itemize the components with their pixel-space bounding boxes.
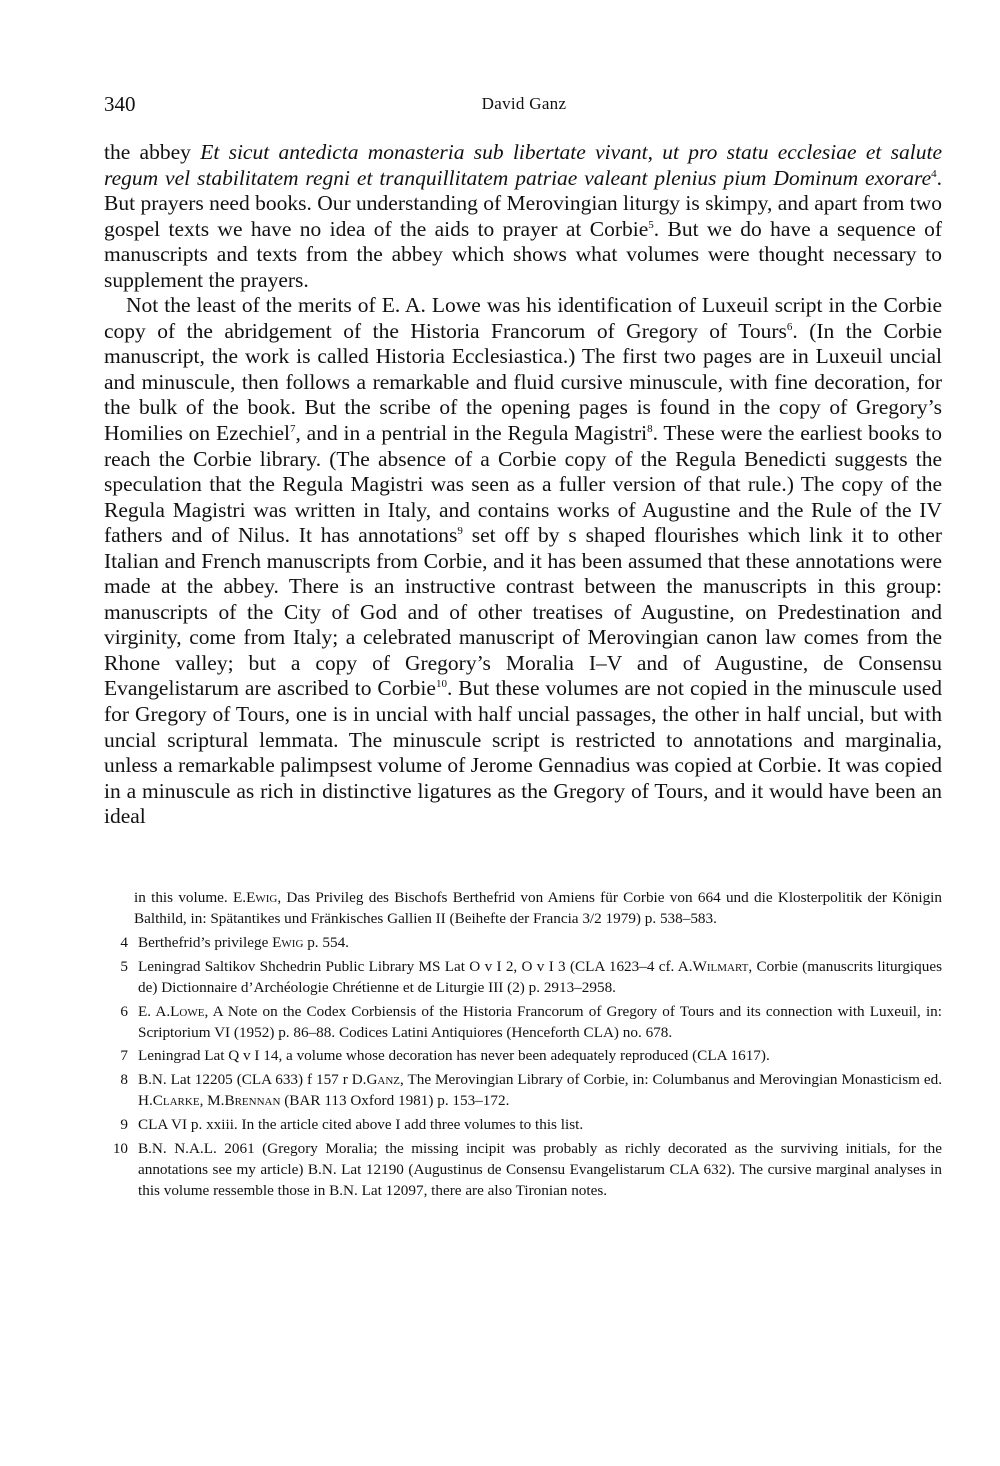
fn-text: (BAR 113 Oxford 1981) p. 153–172. — [280, 1092, 510, 1110]
text-run: Not the least of the merits of E. A. Lowe was his identification of Luxeuil script in the Corbie copy of the abridgement of the Historia Francorum of Gregory of Tours — [104, 293, 942, 343]
author-name: Ewig — [272, 933, 304, 951]
fn-text: Leningrad Lat Q v I 14, a volume whose decoration has never been adequately reproduced (CLA 1617). — [138, 1047, 770, 1065]
page-header — [104, 92, 944, 122]
fn-text: , The Merovingian Library of Corbie, in: Columbanus and Merovingian Monasticism ed. H. — [138, 1071, 942, 1110]
footnote-number: 8 — [120, 1071, 128, 1089]
footnote-8 — [104, 1069, 942, 1111]
running-head: David Ganz — [481, 94, 567, 113]
footnote-4 — [104, 932, 942, 953]
fn-text: B.N. Lat 12205 (CLA 633) f 157 r D. — [138, 1071, 367, 1089]
footnote-7 — [104, 1045, 942, 1066]
author-name: Ganz — [366, 1071, 401, 1089]
footnote-number: 5 — [120, 957, 128, 975]
paragraph-2 — [104, 293, 942, 829]
footnote-number: 10 — [112, 1139, 128, 1157]
fn-text: Leningrad Saltikov Shchedrin Public Library MS Lat O v I 2, O v I 3 (CLA 1623–4 cf. A. — [138, 957, 693, 975]
footnotes — [104, 887, 942, 1204]
text-run: set off by s shaped flourishes which link it to other Italian and French manuscripts from Corbie, and it has been assumed that these annotations were made at the abbey. There is an instructive contrast between the manuscripts in this group: manuscripts of the City of God and of other treatises of Augustine, on Predestination and virginity, come from Italy; a celebrated manuscript of Merovingian canon law comes from the Rhone valley; but a copy of Gregory’s Moralia I–V and of Augustine, de Consensu Evangelistarum are ascribed to Corbie — [104, 523, 943, 701]
latin-quote: Et sicut antedicta monasteria sub libertate vivant, ut pro statu ecclesiae et salute regum vel stabilitatem regni et tranquillitatem patriae valeant plenius pium Dominum exorare — [104, 140, 942, 190]
footnote-ref-5[interactable]: 5 — [648, 218, 654, 231]
text-run: , and in a pentrial in the Regula Magistri — [295, 421, 648, 446]
paragraph-1 — [104, 140, 942, 293]
text-run: . But prayers need books. Our understanding of Merovingian liturgy is skimpy, and apart from two gospel texts we have no idea of the aids to prayer at Corbie — [104, 165, 942, 241]
fn-text: , M. — [199, 1092, 225, 1110]
fn-text: E. A. — [138, 1002, 171, 1020]
text-run: . (In the Corbie manuscript, the work is called Historia Ecclesiastica.) The first two pages are in Luxeuil uncial and minuscule, then follows a remarkable and fluid cursive minuscule, with fine decoration, for the bulk of the book. But the scribe of the opening pages is found in the copy of Gregory’s Homilies on Ezechiel — [104, 318, 942, 446]
fn-text: , Das Privileg des Bischofs Berthefrid von Amiens für Corbie von 664 und die Klosterpolitik der Königin Balthild, in: Spätantikes und Fränkisches Gallien II (Beihefte der Francia 3/2 1979) p. 538–583. — [134, 889, 942, 928]
text-run: . These were the earliest books to reach the Corbie library. (The absence of a Corbie copy of the Regula Benedicti suggests the speculation that the Regula Magistri was seen as a fuller version of that rule.) The copy of the Regula Magistri was written in Italy, and contains works of Augustine and the Rule of the IV fathers and of Nilus. It has annotations — [104, 421, 942, 548]
footnote-ref-4[interactable]: 4 — [931, 167, 937, 180]
footnote-ref-7[interactable]: 7 — [289, 422, 296, 435]
fn-text: in this volume. E. — [134, 889, 247, 906]
footnote-number: 7 — [120, 1047, 128, 1065]
fn-text: Berthefrid’s privilege — [138, 933, 273, 951]
footnote-ref-8[interactable]: 8 — [647, 422, 653, 435]
footnote-ref-6[interactable]: 6 — [786, 320, 793, 333]
text-run: the abbey — [104, 140, 201, 164]
author-name: Clarke — [152, 1092, 200, 1110]
body-text — [104, 140, 942, 830]
footnote-ref-10[interactable]: 10 — [435, 678, 447, 691]
text-run: . But we do have a sequence of manuscripts and texts from the abbey which shows what volumes were thought necessary to supplement the prayers. — [104, 216, 942, 292]
fn-text: p. 554. — [303, 933, 349, 951]
fn-text: B.N. N.A.L. 2061 (Gregory Moralia; the missing incipit was probably as richly decorated as the surviving initials, for the annotations see my article) B.N. Lat 12190 (Augustinus de Consensu Evangelistarum CLA 632). The cursive marginal analyses in this volume ressemble those in B.N. Lat 12097, there are also Tironian notes. — [138, 1139, 942, 1200]
footnote-number: 9 — [120, 1116, 128, 1134]
author-name: Lowe — [170, 1002, 205, 1020]
fn-text: , A Note on the Codex Corbiensis of the Historia Francorum of Gregory of Tours and its connection with Luxeuil, in: Scriptorium VI (1952) p. 86–88. Codices Latini Antiquiores (Henceforth CLA) no. 678. — [138, 1002, 942, 1041]
author-name: Wilmart — [692, 957, 749, 975]
footnote-ref-9[interactable]: 9 — [457, 525, 463, 538]
footnote-5 — [104, 956, 942, 998]
footnote-number: 4 — [120, 933, 128, 951]
fn-text: CLA VI p. xxiii. In the article cited above I add three volumes to this list. — [138, 1116, 584, 1134]
author-name: Ewig — [246, 889, 278, 906]
page-number: 340 — [104, 92, 136, 116]
author-name: Brennan — [224, 1092, 281, 1110]
footnote-continuation — [104, 887, 942, 929]
footnote-10 — [104, 1138, 942, 1202]
footnote-9 — [104, 1114, 942, 1135]
text-run: . But these volumes are not copied in the minuscule used for Gregory of Tours, one is in uncial with half uncial passages, the other in half uncial, but with uncial scriptural lemmata. The minuscule script is restricted to annotations and marginalia, unless a remarkable palimpsest volume of Jerome Gennadius was copied at Corbie. It was copied in a minuscule as rich in distinctive ligatures as the Gregory of Tours, and it would have been an ideal — [104, 676, 942, 829]
footnote-number: 6 — [120, 1002, 128, 1020]
footnote-6 — [104, 1001, 942, 1043]
fn-text: , Corbie (manuscrits liturgiques de) Dictionnaire d’Archéologie Chrétienne et de Liturgie III (2) p. 2913–2958. — [138, 957, 942, 996]
